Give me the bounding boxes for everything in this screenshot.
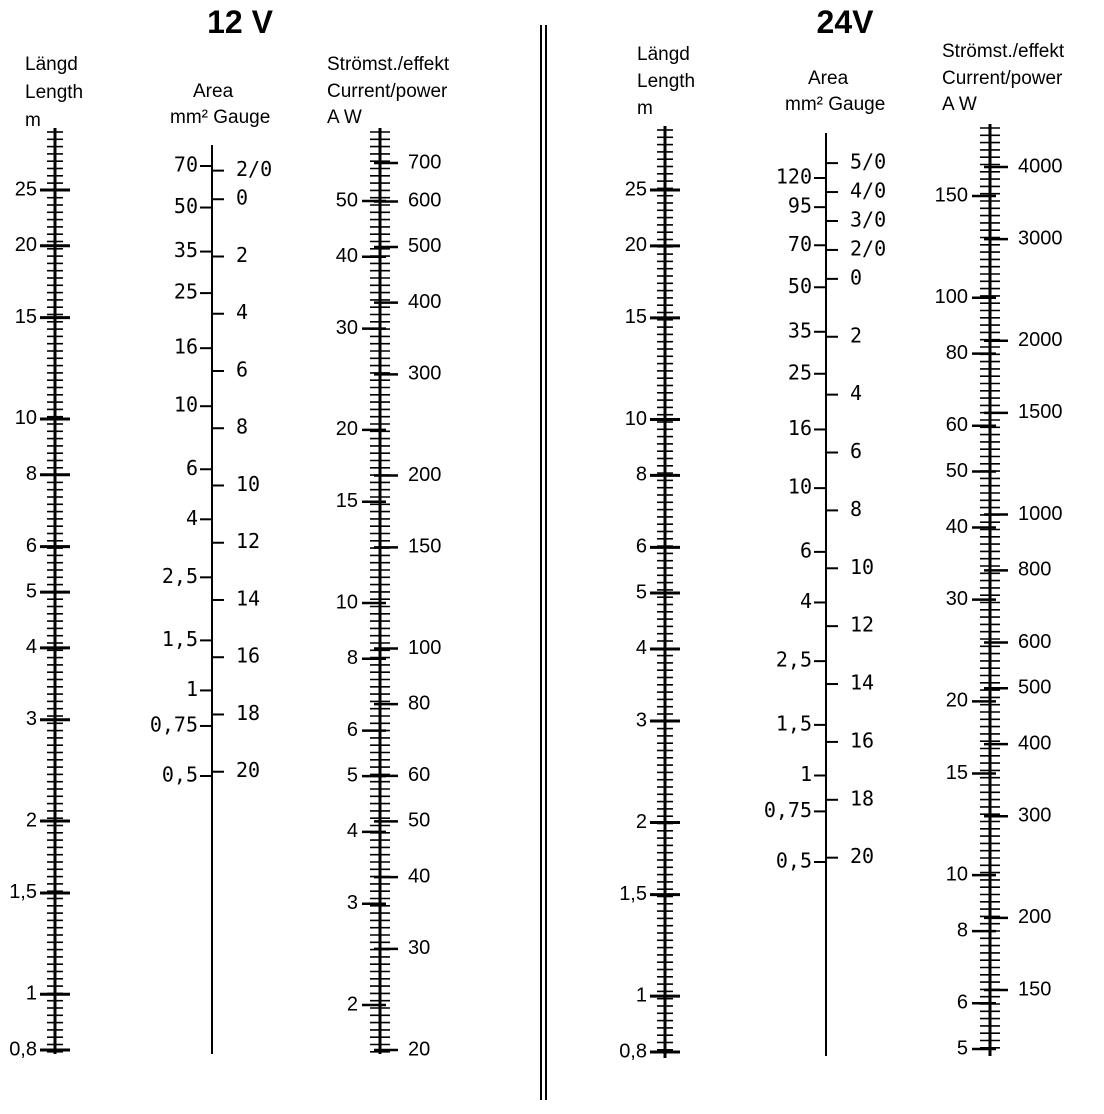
ampere-tick-label: 80 (945, 341, 968, 364)
ampere-tick-label: 40 (945, 515, 968, 538)
watt-tick-label: 400 (408, 290, 442, 313)
area-tick-label: 25 (173, 279, 198, 304)
watt-tick-label: 150 (1018, 978, 1052, 1001)
area-header-units: mm² Gauge (785, 94, 886, 115)
length-tick-label: 6 (25, 534, 37, 557)
area-tick-label: 1,5 (775, 711, 812, 736)
length-tick-label: 2 (25, 809, 37, 832)
current-header-swedish: Strömst./effekt (327, 54, 450, 75)
area-tick-label: 2,5 (161, 563, 198, 588)
area-tick-label: 10 (173, 392, 198, 417)
ampere-tick-label: 6 (956, 991, 968, 1014)
area-tick-label: 1 (799, 761, 812, 786)
ampere-tick-label: 10 (945, 863, 968, 886)
area-tick-label: 0,5 (775, 848, 812, 873)
watt-tick-label: 30 (408, 937, 431, 960)
area-tick-label: 50 (173, 194, 198, 219)
watt-tick-label: 700 (408, 151, 442, 174)
gauge-tick-label: 6 (236, 357, 249, 382)
left-current-header (327, 54, 450, 128)
length-tick-label: 25 (14, 178, 37, 201)
length-tick-label: 2 (635, 810, 647, 833)
watt-tick-label: 2000 (1018, 329, 1063, 352)
ampere-tick-label: 10 (335, 591, 358, 614)
area-gauge-scale-12v (150, 145, 272, 1054)
ampere-tick-label: 20 (335, 418, 358, 441)
area-tick-label: 120 (775, 164, 812, 189)
length-tick-label: 15 (14, 305, 37, 328)
watt-tick-label: 20 (408, 1038, 431, 1061)
ampere-tick-label: 5 (346, 764, 358, 787)
gauge-tick-label: 20 (236, 758, 261, 783)
gauge-tick-label: 10 (850, 554, 875, 579)
gauge-tick-label: 5/0 (850, 149, 887, 174)
current-header-units: A W (942, 94, 977, 115)
area-header-title: Area (193, 81, 234, 102)
area-tick-label: 50 (787, 273, 812, 298)
length-scale-12v (9, 128, 70, 1060)
area-tick-label: 16 (173, 334, 198, 359)
area-tick-label: 1,5 (161, 626, 198, 651)
length-header-unit: m (25, 110, 41, 131)
watt-tick-label: 1000 (1018, 502, 1063, 525)
left-length-header (25, 54, 83, 131)
gauge-tick-label: 8 (236, 414, 249, 439)
right-area-header (785, 68, 885, 115)
ampere-tick-label: 5 (956, 1037, 968, 1060)
gauge-tick-label: 2/0 (850, 236, 887, 261)
area-tick-label: 2,5 (775, 647, 812, 672)
ampere-tick-label: 30 (945, 587, 968, 610)
gauge-tick-label: 2/0 (236, 157, 273, 182)
current-header-units: A W (327, 107, 362, 128)
area-tick-label: 95 (787, 193, 812, 218)
length-tick-label: 8 (635, 463, 647, 486)
length-header-english: Length (637, 71, 696, 92)
current-header-english: Current/power (327, 81, 448, 102)
gauge-tick-label: 2 (236, 242, 249, 267)
length-tick-label: 5 (635, 581, 647, 604)
ampere-tick-label: 6 (346, 718, 358, 741)
watt-tick-label: 300 (1018, 804, 1052, 827)
length-tick-label: 1,5 (9, 881, 37, 904)
watt-tick-label: 500 (1018, 676, 1052, 699)
watt-tick-label: 50 (408, 809, 431, 832)
gauge-tick-label: 12 (850, 612, 875, 637)
gauge-tick-label: 10 (236, 471, 261, 496)
watt-tick-label: 300 (408, 362, 442, 385)
area-tick-label: 70 (787, 231, 812, 256)
gauge-tick-label: 16 (236, 643, 261, 668)
length-tick-label: 20 (624, 234, 647, 257)
ampere-tick-label: 15 (945, 761, 968, 784)
watt-tick-label: 400 (1018, 732, 1052, 755)
area-tick-label: 35 (173, 238, 198, 263)
area-header-units: mm² Gauge (170, 107, 271, 128)
ampere-tick-label: 150 (934, 184, 968, 207)
ampere-tick-label: 20 (945, 689, 968, 712)
ampere-tick-label: 8 (346, 647, 358, 670)
watt-tick-label: 150 (408, 535, 442, 558)
area-tick-label: 16 (787, 415, 812, 440)
length-scale-24v (619, 126, 680, 1062)
gauge-tick-label: 4/0 (850, 178, 887, 203)
length-tick-label: 6 (635, 535, 647, 558)
right-length-header (637, 44, 695, 119)
area-tick-label: 0,75 (149, 712, 198, 737)
ampere-tick-label: 60 (945, 414, 968, 437)
length-tick-label: 1 (25, 982, 37, 1005)
area-tick-label: 70 (173, 152, 198, 177)
length-tick-label: 3 (635, 709, 647, 732)
area-tick-label: 4 (799, 588, 812, 613)
length-tick-label: 1,5 (619, 882, 647, 905)
gauge-tick-label: 20 (850, 844, 875, 869)
area-tick-label: 35 (787, 318, 812, 343)
gauge-tick-label: 14 (850, 670, 875, 695)
ampere-tick-label: 4 (346, 820, 358, 843)
gauge-tick-label: 3/0 (850, 207, 887, 232)
watt-tick-label: 600 (1018, 630, 1052, 653)
watt-tick-label: 40 (408, 865, 431, 888)
ampere-tick-label: 3 (346, 892, 358, 915)
current-header-english: Current/power (942, 68, 1063, 89)
length-tick-label: 20 (14, 234, 37, 257)
ampere-tick-label: 15 (335, 490, 358, 513)
length-tick-label: 25 (624, 178, 647, 201)
ampere-tick-label: 30 (335, 316, 358, 339)
title-24v: 24V (816, 4, 874, 40)
area-tick-label: 0,75 (763, 797, 812, 822)
left-area-header (170, 81, 270, 128)
gauge-tick-label: 16 (850, 728, 875, 753)
watt-tick-label: 60 (408, 764, 431, 787)
length-tick-label: 1 (635, 984, 647, 1007)
length-tick-label: 8 (25, 462, 37, 485)
current-power-scale-24v (935, 124, 1063, 1059)
ampere-tick-label: 50 (945, 459, 968, 482)
area-tick-label: 4 (185, 505, 198, 530)
length-tick-label: 10 (624, 407, 647, 430)
current-header-swedish: Strömst./effekt (942, 41, 1065, 62)
length-tick-label: 5 (25, 580, 37, 603)
length-header-unit: m (637, 98, 653, 119)
length-tick-label: 15 (624, 306, 647, 329)
area-tick-label: 25 (787, 360, 812, 385)
ampere-tick-label: 100 (934, 285, 968, 308)
length-tick-label: 4 (635, 637, 647, 660)
title-12v: 12 V (207, 4, 273, 40)
length-header-swedish: Längd (25, 54, 78, 75)
watt-tick-label: 800 (1018, 558, 1052, 581)
area-header-title: Area (808, 68, 849, 89)
area-tick-label: 6 (185, 455, 198, 480)
gauge-tick-label: 14 (236, 586, 261, 611)
gauge-tick-label: 8 (850, 496, 863, 521)
watt-tick-label: 600 (408, 189, 442, 212)
gauge-tick-label: 6 (850, 439, 863, 464)
gauge-tick-label: 18 (850, 786, 875, 811)
current-power-scale-12v (336, 128, 442, 1060)
gauge-tick-label: 4 (236, 300, 249, 325)
gauge-tick-label: 18 (236, 700, 261, 725)
length-tick-label: 3 (25, 708, 37, 731)
area-gauge-scale-24v (764, 133, 886, 1056)
watt-tick-label: 1500 (1018, 401, 1063, 424)
area-tick-label: 10 (787, 474, 812, 499)
length-tick-label: 10 (14, 407, 37, 430)
gauge-tick-label: 2 (850, 323, 863, 348)
length-header-swedish: Längd (637, 44, 690, 65)
ampere-tick-label: 2 (346, 993, 358, 1016)
area-tick-label: 1 (185, 676, 198, 701)
length-tick-label: 4 (25, 636, 37, 659)
ampere-tick-label: 50 (335, 189, 358, 212)
watt-tick-label: 500 (408, 235, 442, 258)
watt-tick-label: 100 (408, 636, 442, 659)
right-current-header (942, 41, 1065, 115)
gauge-tick-label: 0 (850, 265, 863, 290)
watt-tick-label: 3000 (1018, 227, 1063, 250)
ampere-tick-label: 40 (335, 245, 358, 268)
area-tick-label: 6 (799, 538, 812, 563)
ampere-tick-label: 8 (956, 919, 968, 942)
area-tick-label: 0,5 (161, 762, 198, 787)
watt-tick-label: 4000 (1018, 155, 1063, 178)
gauge-tick-label: 4 (850, 381, 863, 406)
length-tick-label: 0,8 (9, 1038, 37, 1061)
length-tick-label: 0,8 (619, 1040, 647, 1063)
length-header-english: Length (25, 82, 84, 103)
gauge-tick-label: 12 (236, 529, 261, 554)
watt-tick-label: 80 (408, 692, 431, 715)
watt-tick-label: 200 (408, 463, 442, 486)
gauge-tick-label: 0 (236, 185, 249, 210)
watt-tick-label: 200 (1018, 906, 1052, 929)
